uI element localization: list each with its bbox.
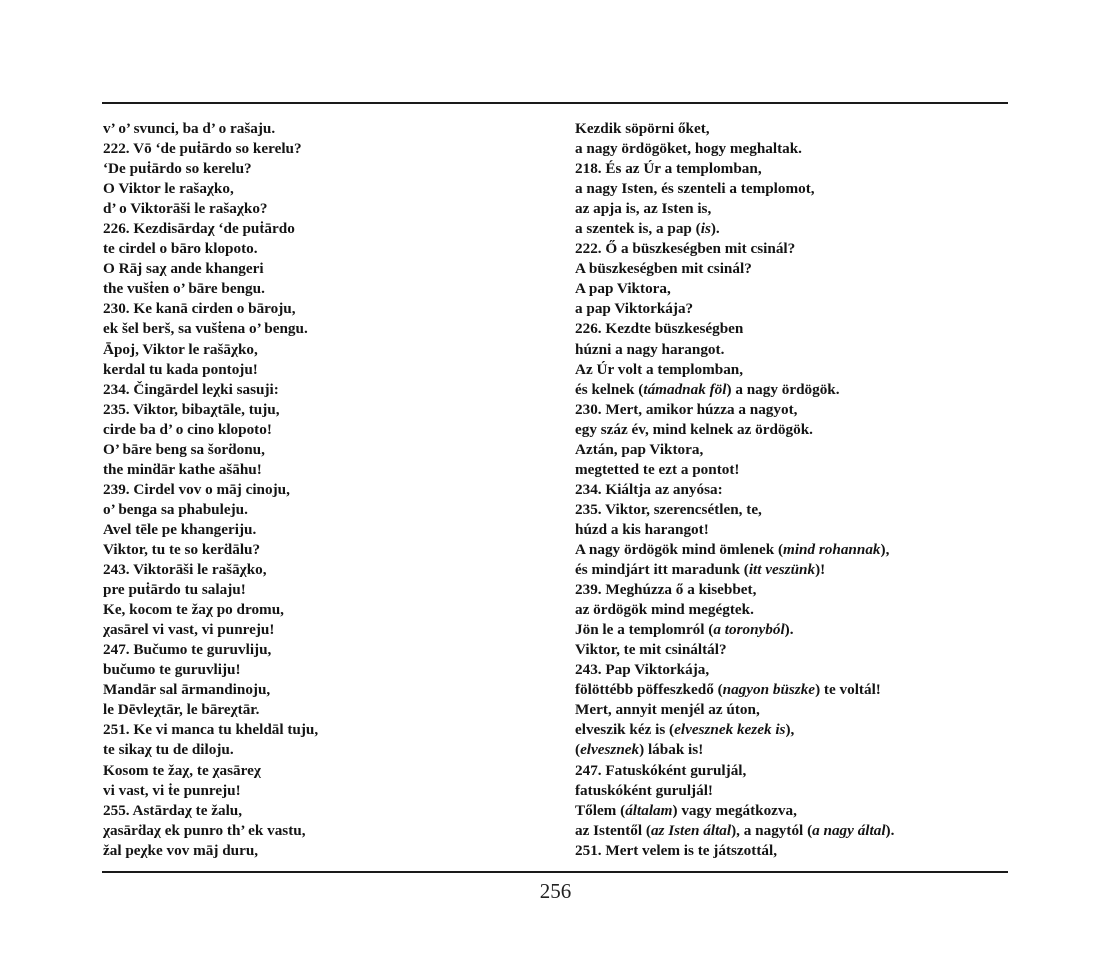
verse-line-segment: húzni a nagy harangot. — [575, 340, 725, 358]
verse-line-segment: és mindjárt itt maradunk ( — [575, 561, 749, 579]
verse-line — [575, 600, 894, 620]
verse-line-segment: 251. Mert velem is te játszottál, — [575, 841, 777, 859]
verse-line-segment: Kosom te žaχ, te χasāreχ — [103, 761, 261, 779]
verse-line — [103, 340, 318, 360]
verse-line-segment: 247. Bučumo te guruvliju, — [103, 641, 272, 659]
verse-line — [103, 460, 318, 480]
verse-line-segment: ) lábak is! — [639, 741, 704, 759]
verse-line — [575, 380, 894, 400]
verse-line-segment: te sikaχ tu de diloju. — [103, 741, 234, 759]
verse-line — [103, 841, 318, 861]
verse-line — [575, 119, 894, 139]
verse-line-segment: the vušṫen o’ bāre bengu. — [103, 280, 265, 298]
verse-line-segment: a nagy Isten, és szenteli a templomot, — [575, 180, 815, 198]
bottom-rule — [102, 871, 1008, 873]
verse-line — [103, 360, 318, 380]
verse-line-segment: ( — [575, 741, 581, 759]
verse-line-segment: fatuskóként guruljál! — [575, 781, 713, 799]
verse-line — [575, 640, 894, 660]
verse-line-segment: ‘De puṫārdo so kerelu? — [103, 160, 252, 178]
verse-line — [575, 239, 894, 259]
verse-line-italic-segment: is — [700, 220, 711, 238]
verse-line-segment: 230. Ke kanā cirden o bāroju, — [103, 300, 296, 318]
verse-line — [103, 440, 318, 460]
verse-line-segment: a nagy ördögöket, hogy meghaltak. — [575, 140, 802, 158]
verse-line — [103, 520, 318, 540]
verse-line-segment: A nagy ördögök mind ömlenek ( — [575, 540, 784, 558]
verse-line-segment: 235. Viktor, szerencsétlen, te, — [575, 500, 762, 518]
verse-line-segment: cirde ba d’ o cino klopoto! — [103, 420, 272, 438]
verse-line — [103, 801, 318, 821]
verse-line — [575, 620, 894, 640]
verse-line — [103, 640, 318, 660]
verse-line — [103, 400, 318, 420]
verse-line-italic-segment: általam — [625, 801, 673, 819]
verse-line — [575, 560, 894, 580]
verse-line-italic-segment: támadnak föl — [643, 380, 727, 398]
verse-line-segment: a szentek is, a pap ( — [575, 220, 701, 238]
verse-line — [103, 700, 318, 720]
page-number: 256 — [539, 879, 572, 903]
verse-line-segment: 239. Cirdel vov o māj cinoju, — [103, 480, 290, 498]
verse-line — [103, 319, 318, 339]
verse-line-segment: ) te voltál! — [815, 681, 881, 699]
verse-line — [575, 440, 894, 460]
verse-line — [575, 400, 894, 420]
verse-line — [103, 239, 318, 259]
verse-line-segment: d’ o Viktorāši le rašaχko? — [103, 200, 268, 218]
verse-line — [103, 259, 318, 279]
verse-line — [103, 781, 318, 801]
verse-line-segment: χasārel vi vast, vi punreju! — [103, 621, 275, 639]
verse-line-italic-segment: a toronyból — [713, 621, 785, 639]
verse-line — [103, 821, 318, 841]
verse-line — [103, 620, 318, 640]
verse-line — [575, 500, 894, 520]
verse-line — [575, 680, 894, 700]
verse-line-segment: Viktor, tu te so kerḋālu? — [103, 540, 261, 558]
verse-line-segment: 239. Meghúzza ő a kisebbet, — [575, 581, 757, 599]
verse-line-segment: 243. Viktorāši le rašāχko, — [103, 561, 267, 579]
verse-line — [103, 279, 318, 299]
verse-line-segment: 222. Ő a büszkeségben mit csinál? — [575, 240, 796, 258]
verse-line — [103, 119, 318, 139]
verse-line-segment: Jön le a templomról ( — [575, 621, 714, 639]
verse-line-segment: 218. És az Úr a templomban, — [575, 160, 762, 178]
verse-line-segment: O Rāj saχ ande khangeri — [103, 260, 264, 278]
verse-line — [103, 600, 318, 620]
verse-line-segment: a pap Viktorkája? — [575, 300, 694, 318]
verse-line-segment: v’ o’ svunci, ba d’ o rašaju. — [103, 120, 276, 137]
verse-line-segment: kerdal tu kada pontoju! — [103, 360, 258, 378]
verse-line — [103, 299, 318, 319]
verse-line-segment: )! — [815, 561, 826, 579]
verse-line — [103, 380, 318, 400]
verse-line-segment: ), — [785, 721, 795, 739]
verse-line — [103, 680, 318, 700]
romani-text-column — [103, 119, 318, 861]
verse-line-segment: žal peχke vov māj duru, — [103, 841, 259, 859]
verse-line — [575, 159, 894, 179]
verse-line — [103, 480, 318, 500]
verse-line — [103, 219, 318, 239]
verse-line-segment: 226. Kezdisārdaχ ‘de puṫārdo — [103, 220, 295, 238]
verse-line-italic-segment: nagyon büszke — [722, 681, 816, 699]
verse-line-segment: χasārḋaχ ek punro th’ ek vastu, — [103, 821, 306, 839]
verse-line-italic-segment: elvesznek — [580, 741, 640, 759]
verse-line — [575, 139, 894, 159]
verse-line — [575, 420, 894, 440]
verse-line-segment: az ördögök mind megégtek. — [575, 601, 754, 619]
verse-line — [575, 580, 894, 600]
verse-line-italic-segment: itt veszünk — [748, 561, 816, 579]
verse-line — [103, 660, 318, 680]
verse-line — [575, 360, 894, 380]
verse-line — [103, 761, 318, 781]
verse-line-segment: Az Úr volt a templomban, — [575, 360, 744, 378]
verse-line — [103, 179, 318, 199]
verse-line-segment: A büszkeségben mit csinál? — [575, 260, 752, 278]
verse-line — [575, 299, 894, 319]
verse-line — [103, 500, 318, 520]
verse-line-segment: ) vagy megátkozva, — [672, 801, 797, 819]
verse-line — [575, 660, 894, 680]
verse-line — [103, 420, 318, 440]
verse-line — [575, 841, 894, 861]
verse-line-segment: Viktor, te mit csináltál? — [575, 641, 727, 659]
hungarian-translation-column — [575, 119, 894, 861]
verse-line-segment: ek šel berš, sa vušṫena o’ bengu. — [103, 320, 308, 338]
verse-line-segment: megtetted te ezt a pontot! — [575, 460, 740, 478]
verse-line-segment: ). — [885, 821, 895, 839]
verse-line-segment: Mert, annyit menjél az úton, — [575, 701, 760, 719]
verse-line — [575, 460, 894, 480]
verse-line — [575, 340, 894, 360]
verse-line-italic-segment: mind rohannak — [783, 540, 881, 558]
verse-line-segment: 226. Kezdte büszkeségben — [575, 320, 744, 338]
verse-line-segment: Āpoj, Viktor le rašāχko, — [103, 340, 258, 358]
verse-line-italic-segment: az Isten által — [650, 821, 732, 839]
verse-line — [575, 740, 894, 760]
verse-line-segment: vi vast, vi ṫe punreju! — [103, 781, 241, 799]
verse-line-italic-segment: elvesznek kezek is — [674, 721, 786, 739]
verse-line-segment: 243. Pap Viktorkája, — [575, 661, 710, 679]
verse-line-segment: elveszik kéz is ( — [575, 721, 675, 739]
verse-line-segment: Avel tēle pe khangeriju. — [103, 520, 257, 538]
verse-line-segment: 222. Vō ‘de puṫārdo so kerelu? — [103, 140, 302, 158]
verse-line-segment: az Istentől ( — [575, 821, 651, 839]
top-rule — [102, 102, 1008, 104]
verse-line-segment: o’ benga sa phabuleju. — [103, 500, 248, 518]
verse-line-segment: ). — [710, 220, 720, 238]
verse-line — [103, 540, 318, 560]
verse-line — [575, 781, 894, 801]
verse-line-segment: O Viktor le rašaχko, — [103, 180, 234, 198]
verse-line — [575, 720, 894, 740]
verse-line — [575, 540, 894, 560]
verse-line-segment: 247. Fatuskóként guruljál, — [575, 761, 747, 779]
verse-line-segment: bučumo te guruvliju! — [103, 661, 241, 679]
verse-line — [575, 199, 894, 219]
verse-line-segment: te cirdel o bāro klopoto. — [103, 240, 258, 258]
verse-line — [575, 480, 894, 500]
verse-line — [575, 520, 894, 540]
verse-line-segment: 251. Ke vi manca tu kheldāl tuju, — [103, 721, 319, 739]
verse-line-segment: ), a nagytól ( — [731, 821, 813, 839]
verse-line — [103, 740, 318, 760]
verse-line-segment: húzd a kis harangot! — [575, 520, 709, 538]
verse-line-segment: 234. Čingārdel leχki sasuji: — [103, 380, 279, 398]
verse-line-segment: A pap Viktora, — [575, 280, 671, 298]
verse-line-segment: ), — [880, 540, 890, 558]
verse-line-segment: O’ bāre beng sa šorḋonu, — [103, 440, 265, 458]
verse-line-segment: ). — [784, 621, 794, 639]
verse-line-segment: Mandār sal ārmandinoju, — [103, 681, 271, 699]
verse-line-segment: Aztán, pap Viktora, — [575, 440, 704, 458]
verse-line-segment: le Dēvleχtār, le bāreχtār. — [103, 701, 260, 719]
verse-line — [575, 821, 894, 841]
verse-line-segment: ) a nagy ördögök. — [726, 380, 840, 398]
verse-line-segment: pre puṫārdo tu salaju! — [103, 581, 246, 599]
verse-line-segment: 234. Kiáltja az anyósa: — [575, 480, 723, 498]
verse-line — [575, 279, 894, 299]
verse-line — [575, 179, 894, 199]
verse-line — [103, 720, 318, 740]
verse-line-segment: Ke, kocom te žaχ po dromu, — [103, 601, 284, 619]
verse-line — [575, 259, 894, 279]
verse-line-segment: Kezdik söpörni őket, — [575, 120, 710, 137]
verse-line-segment: 255. Astārdaχ te žalu, — [103, 801, 243, 819]
verse-line — [103, 199, 318, 219]
verse-line — [575, 801, 894, 821]
verse-line — [575, 219, 894, 239]
verse-line-segment: 230. Mert, amikor húzza a nagyot, — [575, 400, 798, 418]
verse-line — [103, 139, 318, 159]
verse-line — [103, 159, 318, 179]
verse-line — [575, 761, 894, 781]
verse-line — [103, 580, 318, 600]
verse-line — [103, 560, 318, 580]
verse-line-segment: the minḋār kathe ašāhu! — [103, 460, 262, 478]
verse-line-segment: 235. Viktor, bibaχtāle, tuju, — [103, 400, 280, 418]
verse-line-segment: egy száz év, mind kelnek az ördögök. — [575, 420, 813, 438]
verse-line-segment: fölöttébb pöffeszkedő ( — [575, 681, 723, 699]
verse-line — [575, 700, 894, 720]
verse-line — [575, 319, 894, 339]
verse-line-segment: Tőlem ( — [575, 801, 626, 819]
verse-line-italic-segment: a nagy által — [812, 821, 886, 839]
verse-line-segment: az apja is, az Isten is, — [575, 200, 712, 218]
verse-line-segment: és kelnek ( — [575, 380, 644, 398]
